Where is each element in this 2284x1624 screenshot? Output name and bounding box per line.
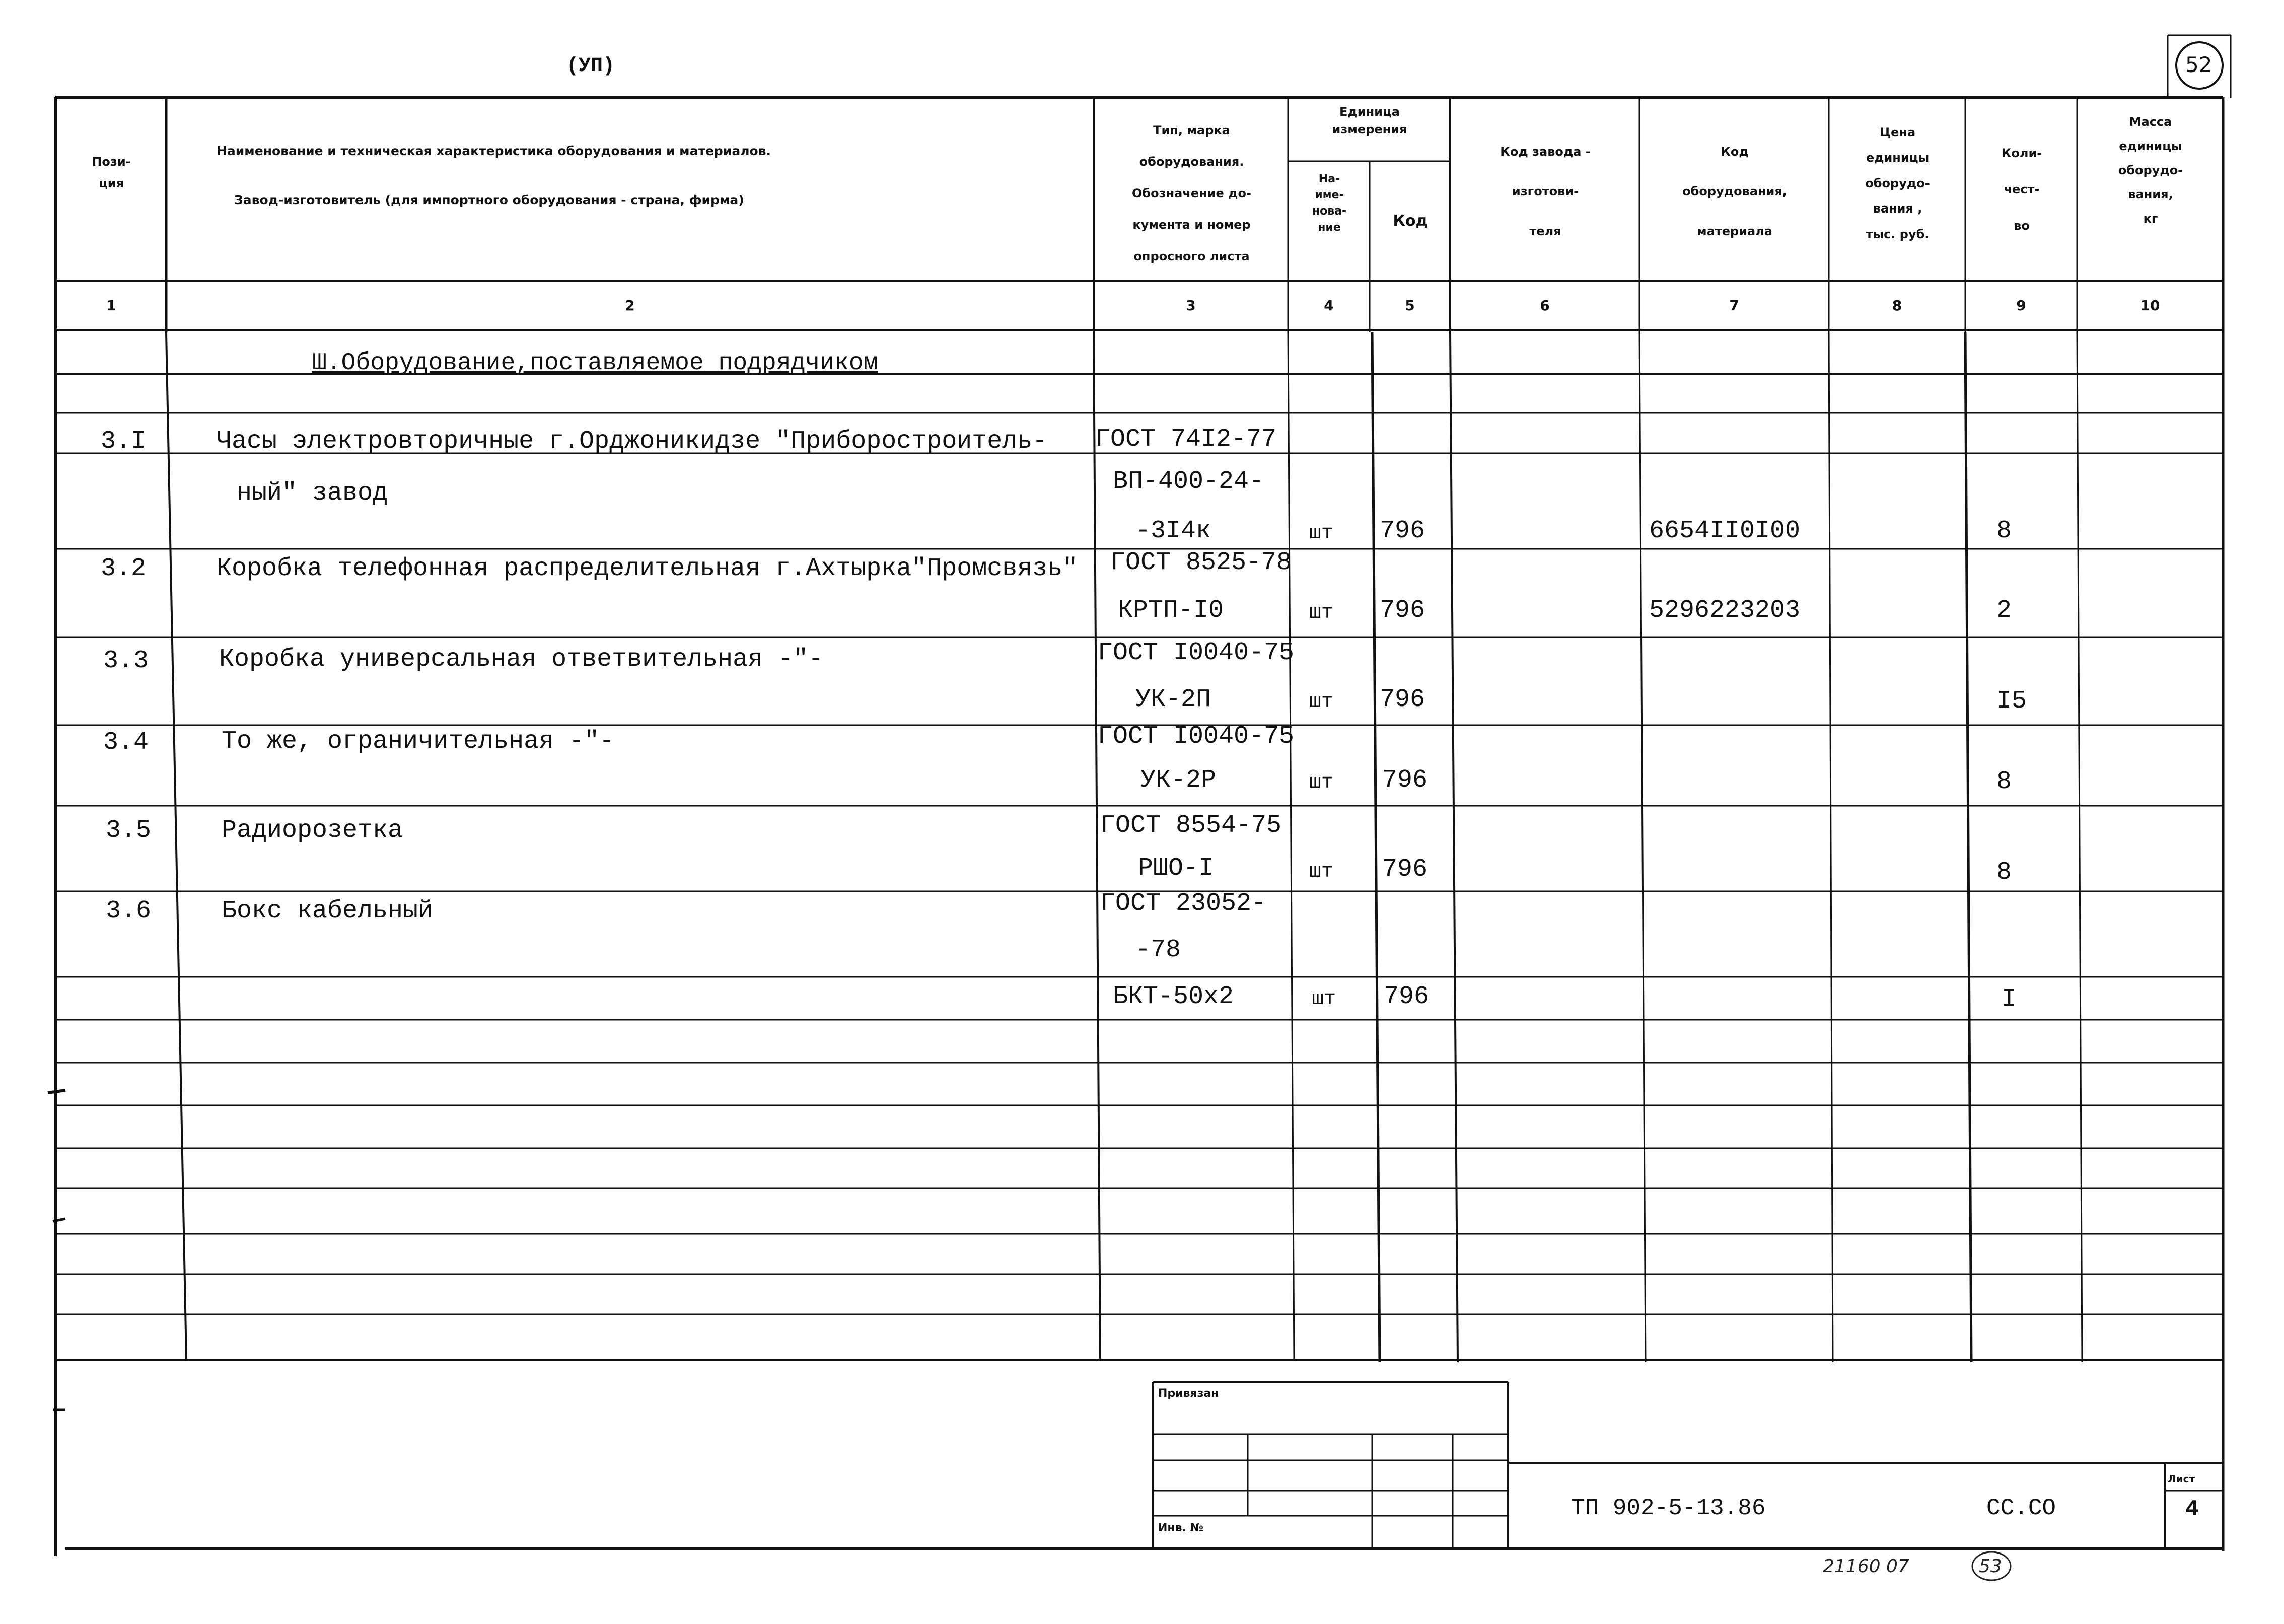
row-unit: шт xyxy=(1309,522,1334,545)
row-type: -3I4к xyxy=(1135,517,1211,545)
row-name: То же, ограничительная -"- xyxy=(222,727,615,756)
header-type: Тип, марка оборудования. Обозначение до- кумента и номер опросного листа xyxy=(1132,123,1251,263)
row-code: 796 xyxy=(1382,855,1428,884)
row-type: КРТП-I0 xyxy=(1118,596,1224,625)
row-equipment-code: 5296223203 xyxy=(1649,596,1801,625)
row-unit: шт xyxy=(1309,602,1334,624)
header-unit-code: Код xyxy=(1393,212,1428,230)
row-code: 796 xyxy=(1382,766,1428,795)
row-type: БКТ-50х2 xyxy=(1113,982,1234,1011)
row-name: Радиорозетка xyxy=(222,816,403,845)
row-code: 796 xyxy=(1380,685,1425,714)
row-type: ГОСТ 8525-78 xyxy=(1110,548,1292,577)
row-position: 3.6 xyxy=(106,897,152,926)
bottom-number: 21160 07 xyxy=(1823,1556,1909,1577)
row-unit: шт xyxy=(1309,691,1334,714)
stamp-document-code: ТП 902-5-13.86 xyxy=(1571,1495,1766,1521)
header-quantity: Коли- чест- во xyxy=(2001,146,2042,233)
column-number: 10 xyxy=(2140,297,2160,314)
stamp-sheet-number: 4 xyxy=(2185,1497,2199,1522)
column-number: 4 xyxy=(1324,297,1334,314)
row-quantity: 8 xyxy=(1996,858,2012,887)
sheet-top-mark: (УП) xyxy=(566,55,615,78)
row-type: ГОСТ 74I2-77 xyxy=(1095,425,1277,454)
row-position: 3.4 xyxy=(103,728,149,757)
column-number: 2 xyxy=(625,297,635,314)
row-type: ГОСТ I0040-75 xyxy=(1098,639,1295,667)
header-price: Цена единицы оборудо- вания , тыс. руб. xyxy=(1865,125,1930,241)
stamp-document-suffix: СС.СО xyxy=(1986,1495,2056,1521)
row-unit: шт xyxy=(1309,771,1334,794)
row-quantity: 8 xyxy=(1996,517,2012,545)
row-unit: шт xyxy=(1309,861,1334,883)
column-number: 8 xyxy=(1892,297,1902,314)
row-name: Часы электровторичные г.Орджоникидзе "Приборостроитель- xyxy=(217,427,1048,456)
row-position: 3.I xyxy=(101,427,147,456)
column-number: 1 xyxy=(106,297,116,314)
header-name-line2: Завод-изготовитель (для импортного оборудования - страна, фирма) xyxy=(234,193,744,207)
stamp-inventory-label: Инв. № xyxy=(1158,1522,1204,1534)
bottom-circle-number: 53 xyxy=(1979,1556,2002,1577)
row-type: УК-2П xyxy=(1135,685,1211,714)
row-name: Коробка телефонная распределительная г.Ахтырка"Промсвязь" xyxy=(217,554,1078,583)
header-mass: Масса единицы оборудо- вания, кг xyxy=(2118,115,2183,226)
row-type: -78 xyxy=(1135,936,1181,964)
row-position: 3.5 xyxy=(106,816,152,845)
row-type: ГОСТ 8554-75 xyxy=(1100,811,1282,840)
column-number: 6 xyxy=(1540,297,1550,314)
row-equipment-code: 6654II0I00 xyxy=(1649,517,1801,545)
header-name-line1: Наименование и техническая характеристика оборудования и материалов. xyxy=(217,144,771,158)
header-equipment-code: Код оборудования, материала xyxy=(1682,145,1787,239)
row-quantity: 8 xyxy=(1996,767,2012,796)
column-number: 3 xyxy=(1186,297,1196,314)
row-code: 796 xyxy=(1380,596,1425,625)
row-type: УК-2Р xyxy=(1140,766,1217,795)
row-type: ВП-400-24- xyxy=(1113,467,1264,496)
row-unit: шт xyxy=(1312,988,1336,1011)
header-position: Пози- ция xyxy=(92,155,131,191)
row-quantity: I xyxy=(2002,985,2017,1014)
section-title: Ш.Оборудование,поставляемое подрядчиком xyxy=(312,349,878,377)
page-number-circle: 52 xyxy=(2185,52,2212,77)
row-type: ГОСТ 23052- xyxy=(1100,889,1267,918)
row-type: ГОСТ I0040-75 xyxy=(1098,722,1295,751)
header-unit-name: На- име- нова- ние xyxy=(1312,173,1347,234)
row-quantity: 2 xyxy=(1996,596,2012,625)
row-name: Бокс кабельный xyxy=(222,897,434,926)
column-number: 5 xyxy=(1405,297,1415,314)
row-code: 796 xyxy=(1380,517,1425,545)
column-number: 9 xyxy=(2016,297,2026,314)
row-quantity: I5 xyxy=(1996,687,2027,716)
header-unit-group: Единица измерения xyxy=(1332,105,1407,136)
row-name: Коробка универсальная ответвительная -"- xyxy=(219,645,824,674)
row-position: 3.2 xyxy=(101,554,147,583)
stamp-attached-label: Привязан xyxy=(1158,1387,1219,1400)
stamp-sheet-label: Лист xyxy=(2168,1473,2195,1485)
row-code: 796 xyxy=(1384,982,1430,1011)
row-type: РШО-I xyxy=(1138,854,1214,883)
column-number: 7 xyxy=(1729,297,1739,314)
header-factory-code: Код завода - изготови- теля xyxy=(1500,145,1591,239)
row-position: 3.3 xyxy=(103,647,149,675)
row-name: ный" завод xyxy=(237,479,388,508)
